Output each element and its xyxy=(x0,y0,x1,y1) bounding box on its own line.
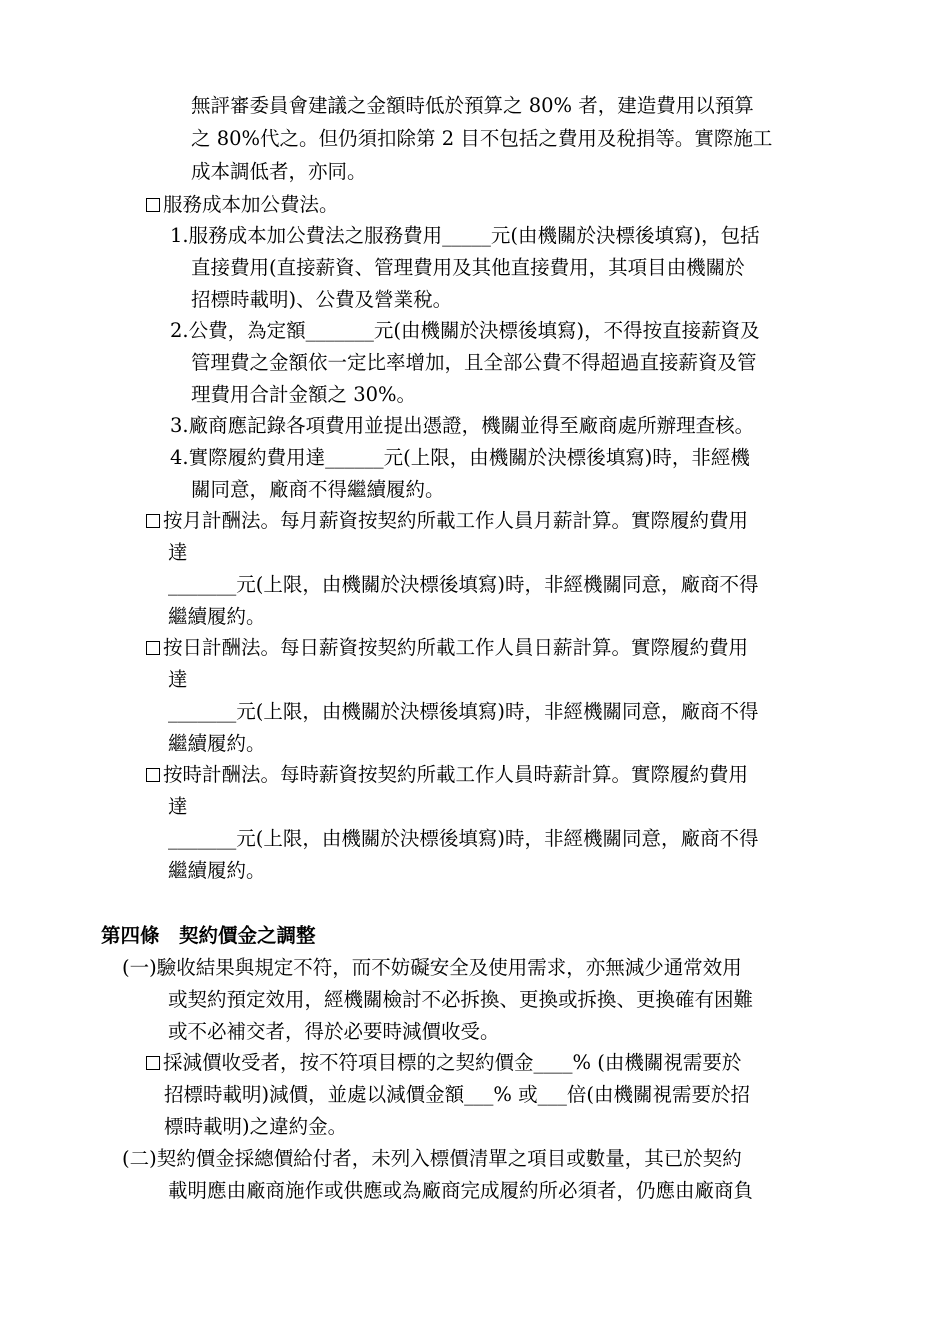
line-text: 服務成本加公費法。 xyxy=(163,193,339,216)
line-text: 標時載明)之違約金。 xyxy=(164,1115,348,1138)
line-text: (一)驗收結果與規定不符，而不妨礙安全及使用需求，亦無減少通常效用 xyxy=(122,956,742,979)
text-line xyxy=(191,156,367,188)
line-text: 無評審委員會建議之金額時低於預算之 80% 者，建造費用以預算 xyxy=(191,94,754,117)
line-text: 成本調低者，亦同。 xyxy=(191,160,367,183)
text-line xyxy=(191,474,445,506)
line-text: 4.實際履約費用達______元(上限，由機關於決標後填寫)時，非經機 xyxy=(170,446,750,469)
text-line xyxy=(168,1175,753,1207)
text-line xyxy=(191,90,754,122)
line-text: 按日計酬法。每日薪資按契約所載工作人員日薪計算。實際履約費用 xyxy=(163,636,749,659)
text-line xyxy=(122,1143,742,1175)
line-text: 繼續履約。 xyxy=(168,732,266,755)
text-line xyxy=(170,315,760,347)
line-text: 繼續履約。 xyxy=(168,605,266,628)
text-line xyxy=(168,728,266,760)
checkbox-icon[interactable] xyxy=(146,198,160,212)
line-text: _______元(上限，由機關於決標後填寫)時，非經機關同意，廠商不得 xyxy=(168,827,759,850)
checkbox-icon[interactable] xyxy=(146,768,160,782)
text-line xyxy=(191,284,452,316)
text-line xyxy=(168,984,753,1016)
text-line xyxy=(168,823,758,855)
text-line xyxy=(191,123,772,155)
line-text: 載明應由廠商施作或供應或為廠商完成履約所必須者，仍應由廠商負 xyxy=(168,1179,754,1202)
checkbox-icon[interactable] xyxy=(146,514,160,528)
line-text: 關同意，廠商不得繼續履約。 xyxy=(191,478,445,501)
line-text: 管理費之金額依一定比率增加，且全部公費不得超過直接薪資及管 xyxy=(191,351,757,374)
text-line xyxy=(170,220,760,252)
text-line xyxy=(164,1079,750,1111)
text-line xyxy=(168,664,188,696)
line-text: 或契約預定效用，經機關檢討不必拆換、更換或拆換、更換確有困難 xyxy=(168,988,754,1011)
text-line xyxy=(146,505,748,537)
text-line xyxy=(191,252,745,284)
line-text: 招標時載明)減價，並處以減價金額___% 或___倍(由機關視需要於招 xyxy=(164,1083,750,1106)
line-text: 達 xyxy=(168,668,188,691)
line-text: 之 80%代之。但仍須扣除第 2 目不包括之費用及稅捐等。實際施工 xyxy=(191,127,773,150)
line-text: 直接費用(直接薪資、管理費用及其他直接費用，其項目由機關於 xyxy=(191,256,745,279)
line-text: 繼續履約。 xyxy=(168,859,266,882)
text-line xyxy=(122,952,742,984)
line-text: 2.公費，為定額_______元(由機關於決標後填寫)，不得按直接薪資及 xyxy=(170,319,760,342)
text-line xyxy=(168,696,758,728)
text-line xyxy=(164,1111,347,1143)
line-text: 第四條 契約價金之調整 xyxy=(101,924,316,947)
line-text: 理費用合計金額之 30%。 xyxy=(191,383,417,406)
text-line xyxy=(146,632,748,664)
text-line xyxy=(146,189,339,221)
line-text: 按月計酬法。每月薪資按契約所載工作人員月薪計算。實際履約費用 xyxy=(163,509,749,532)
text-line xyxy=(168,1016,500,1048)
line-text: 3.廠商應記錄各項費用並提出憑證，機關並得至廠商處所辦理查核。 xyxy=(170,414,755,437)
text-line xyxy=(168,791,188,823)
article-heading xyxy=(101,920,316,952)
text-line xyxy=(191,379,416,411)
line-text: 達 xyxy=(168,541,188,564)
line-text: 招標時載明)、公費及營業稅。 xyxy=(191,288,453,311)
line-text: 或不必補交者，得於必要時減價收受。 xyxy=(168,1020,500,1043)
checkbox-icon[interactable] xyxy=(146,1056,160,1070)
text-line xyxy=(168,537,188,569)
text-line xyxy=(191,347,757,379)
line-text: 按時計酬法。每時薪資按契約所載工作人員時薪計算。實際履約費用 xyxy=(163,763,749,786)
line-text: _______元(上限，由機關於決標後填寫)時，非經機關同意，廠商不得 xyxy=(168,573,759,596)
text-line xyxy=(146,1047,741,1079)
line-text: 達 xyxy=(168,795,188,818)
line-text: _______元(上限，由機關於決標後填寫)時，非經機關同意，廠商不得 xyxy=(168,700,759,723)
checkbox-icon[interactable] xyxy=(146,641,160,655)
line-text: 1.服務成本加公費法之服務費用_____元(由機關於決標後填寫)，包括 xyxy=(170,224,760,247)
text-line xyxy=(168,601,266,633)
text-line xyxy=(170,442,750,474)
line-text: 採減價收受者，按不符項目標的之契約價金____% (由機關視需要於 xyxy=(163,1051,742,1074)
text-line xyxy=(168,569,758,601)
line-text: (二)契約價金採總價給付者，未列入標價清單之項目或數量，其已於契約 xyxy=(122,1147,742,1170)
text-line xyxy=(168,855,266,887)
text-line xyxy=(170,410,754,442)
text-line xyxy=(146,759,748,791)
